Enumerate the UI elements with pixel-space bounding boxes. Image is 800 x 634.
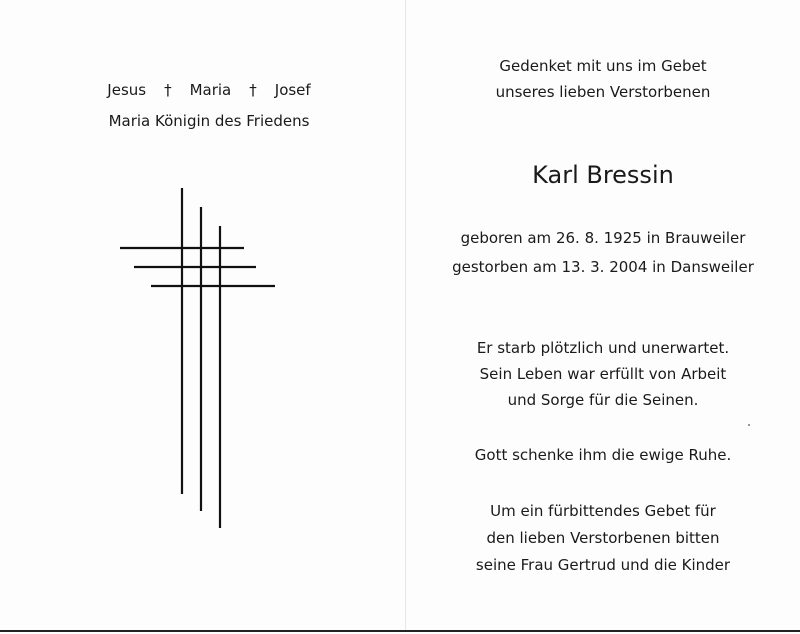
- blessing-line: Gott schenke ihm die ewige Ruhe.: [474, 446, 732, 464]
- birth-line: geboren am 26. 8. 1925 in Brauweiler: [460, 229, 746, 247]
- deceased-name: Karl Bressin: [532, 161, 674, 189]
- intro-line-1: Gedenket mit uns im Gebet: [499, 57, 707, 75]
- closing-line: seine Frau Gertrud und die Kinder: [475, 556, 731, 574]
- paper-speck: [748, 424, 750, 426]
- closing-line: Um ein fürbittendes Gebet für: [490, 502, 716, 520]
- card-bottom-edge: [0, 630, 800, 632]
- text-line: und Sorge für die Seinen.: [507, 391, 699, 409]
- closing-line: den lieben Verstorbenen bitten: [486, 529, 720, 547]
- text-line: Er starb plötzlich und unerwartet.: [476, 339, 730, 357]
- card-right-panel: [406, 0, 800, 630]
- invocation-jesus: Jesus: [107, 81, 147, 99]
- death-line: gestorben am 13. 3. 2004 in Dansweiler: [452, 258, 754, 276]
- cross-dagger: †: [249, 81, 257, 99]
- invocation-maria: Maria: [189, 81, 232, 99]
- cross-dagger: †: [164, 81, 172, 99]
- intro-line-2: unseres lieben Verstorbenen: [495, 83, 711, 101]
- invocation-josef: Josef: [274, 81, 311, 99]
- invocation-line2: Maria Königin des Friedens: [108, 112, 310, 130]
- text-line: Sein Leben war erfüllt von Arbeit: [479, 365, 727, 383]
